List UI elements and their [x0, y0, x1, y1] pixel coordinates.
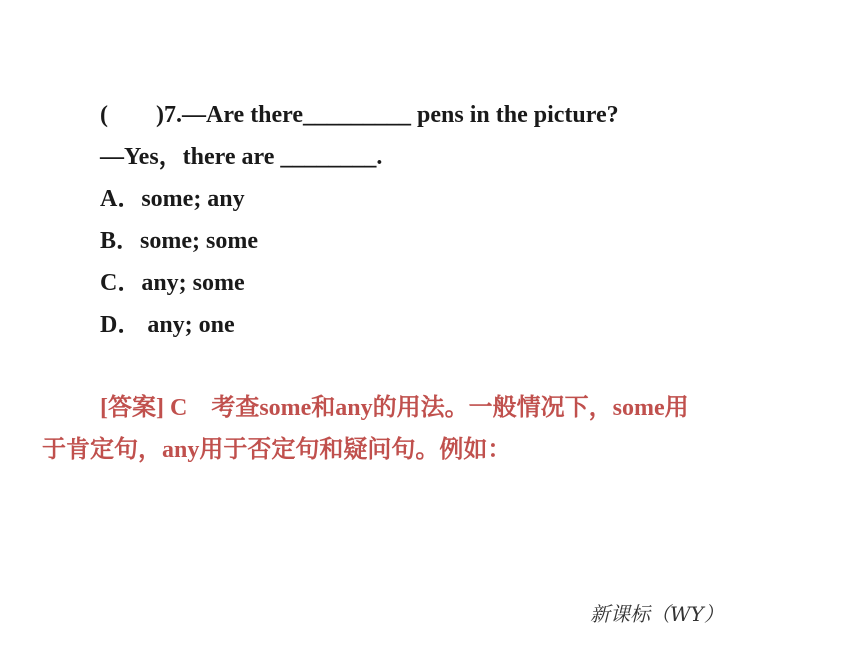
option-d: D． any; one — [100, 312, 235, 338]
footer-label: 新课标（WY） — [590, 602, 724, 626]
option-a: A．some; any — [100, 186, 245, 212]
option-b: B．some; some — [100, 228, 258, 254]
option-c: C．any; some — [100, 270, 245, 296]
answer-explanation-line1: [答案] C 考查some和any的用法。一般情况下，some用 — [100, 395, 689, 421]
question-response: —Yes，there are ________. — [100, 144, 383, 170]
question-stem: ( )7.—Are there_________ pens in the picture? — [100, 102, 619, 128]
answer-explanation-line2: 于肯定句，any用于否定句和疑问句。例如： — [42, 437, 512, 463]
